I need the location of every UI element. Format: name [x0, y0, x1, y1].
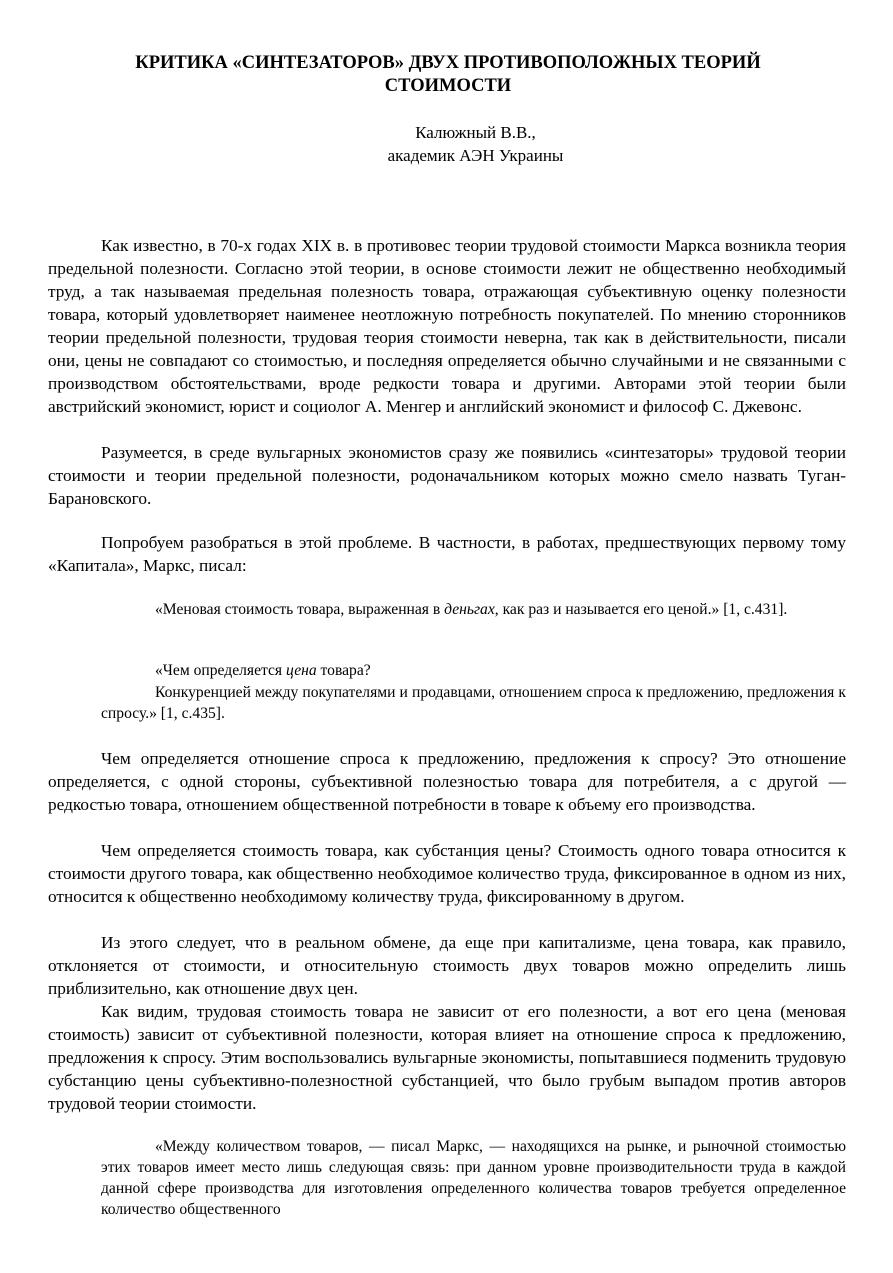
quote-1-start: «Меновая стоимость товара, выраженная в — [155, 601, 445, 618]
paragraph-1: Как известно, в 70-х годах XIX в. в противовес теории трудовой стоимости Маркса возникла теория предельной полезности. Согласно этой теории, в основе стоимости лежит не общественно необходимый труд, а так называемая предельная полезность товара, отражающая субъективную оценку полезности товара, который удовлетворяет наименее неотложную потребность покупателей. По мнению сторонников теории предельной полезности, трудовая теория стоимости неверна, так как в действительности, писали они, цены не совпадают со стоимостью, и последняя определяется обычно случайными и не связанными с производством обстоятельствами, вроде редкости товара и другими. Авторами этой теории были австрийский экономист, юрист и социолог А. Менгер и английский экономист и философ С. Джевонс. — [48, 236, 846, 416]
paragraph-2: Разумеется, в среде вульгарных экономистов сразу же появились «синтезаторы» трудовой теории стоимости и теории предельной полезности, родоначальником которых можно смело назвать Туган-Барановского. — [48, 443, 846, 508]
quote-3 — [101, 1136, 846, 1220]
paragraph-5: Чем определяется стоимость товара, как субстанция цены? Стоимость одного товара относится к стоимости другого товара, как общественно необходимое количество труда, фиксированное в одном из них, относится к общественно необходимому количеству труда, фиксированному в другом. — [48, 841, 846, 906]
quote-2-line-1 — [101, 660, 846, 681]
paragraph-7: Как видим, трудовая стоимость товара не зависит от его полезности, а вот его цена (меновая стоимость) зависит от субъективной полезности, которая влияет на отношение спроса к предложению, предложения к спросу. Этим воспользовались вульгарные экономисты, попытавшиеся подменить трудовую субстанцию цены субъективно-полезностной субстанцией, что было грубым выпадом против авторов трудовой теории стоимости. — [48, 1002, 846, 1113]
quote-2-emphasis: цена — [286, 662, 317, 679]
paragraph-6: Из этого следует, что в реальном обмене, да еще при капитализме, цена товара, как правило, отклоняется от стоимости, и относительную стоимость двух товаров можно определить лишь приблизительно, как отношение двух цен. — [48, 933, 846, 998]
quote-1-emphasis: деньгах — [444, 601, 495, 618]
quote-2-start: «Чем определяется — [155, 662, 287, 679]
article-title — [48, 52, 848, 98]
quote-1-end: , как раз и называется его ценой.» [1, с.431]. — [494, 601, 788, 618]
author-name: Калюжный В.В., — [415, 123, 536, 142]
quote-3-body: «Между количеством товаров, — писал Маркс, — находящихся на рынке, и рыночной стоимостью этих товаров имеет место лишь следующая связь: при данном уровне производительности труда в каждой данной сфере производства для изготовления определенного количества товаров требуется определенное количество общественного — [101, 1138, 846, 1218]
paragraph-4: Чем определяется отношение спроса к предложению, предложения к спросу? Это отношение определяется, с одной стороны, субъективной полезностью товара для потребителя, а с другой — редкостью товара, отношением общественной потребности в товаре к объему его производства. — [48, 749, 846, 814]
title-line-1: КРИТИКА «СИНТЕЗАТОРОВ» ДВУХ ПРОТИВОПОЛОЖНЫХ ТЕОРИЙ — [135, 53, 761, 73]
quote-2-end: товара? — [316, 662, 371, 679]
quote-2-line-2 — [101, 682, 846, 724]
quote-1 — [101, 599, 846, 620]
author-block — [48, 121, 893, 167]
author-affiliation: академик АЭН Украины — [387, 146, 564, 165]
title-line-2: СТОИМОСТИ — [384, 76, 512, 96]
paragraph-3: Попробуем разобраться в этой проблеме. В частности, в работах, предшествующих первому тому «Капитала», Маркс, писал: — [48, 533, 846, 575]
quote-2-body: Конкуренцией между покупателями и продавцами, отношением спроса к предложению, предложения к спросу.» [1, с.435]. — [101, 684, 846, 722]
